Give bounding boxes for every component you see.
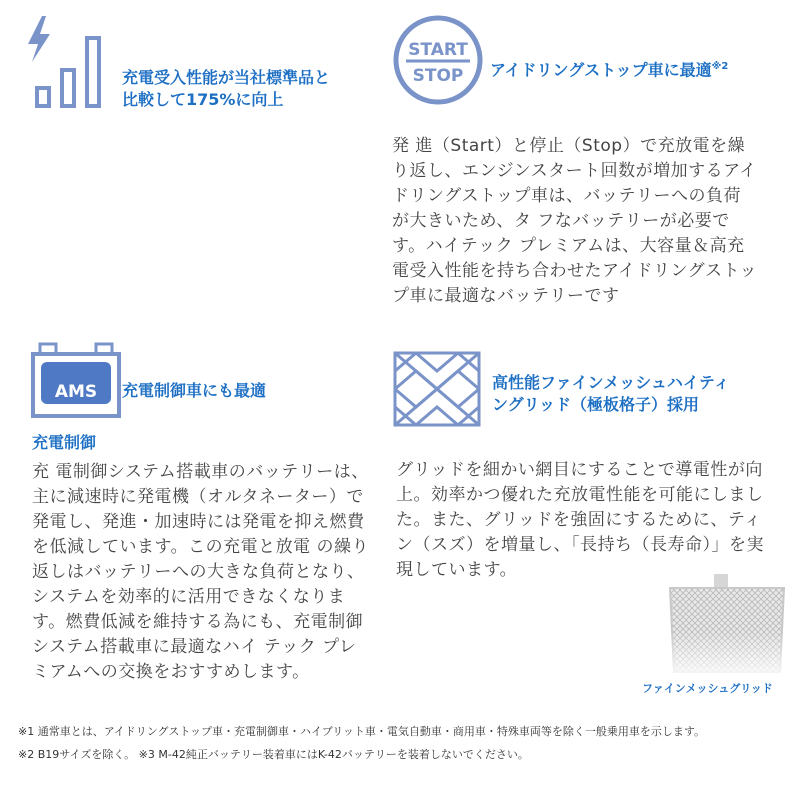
idling-title-note: ※2 bbox=[711, 61, 729, 72]
grid-section bbox=[392, 342, 792, 702]
ams-badge-text: AMS bbox=[54, 382, 98, 402]
charge-title-line2: 比較して175%に向上 bbox=[122, 90, 284, 109]
fine-mesh-grid-image bbox=[662, 572, 792, 692]
grid-mesh-icon bbox=[392, 350, 482, 428]
start-badge-text: START bbox=[408, 40, 468, 60]
grid-caption: ファインメッシュグリッド bbox=[642, 682, 773, 695]
idling-section bbox=[392, 14, 792, 306]
charge-bars-icon bbox=[22, 14, 117, 109]
idling-body: 発 進（Start）と停止（Stop）で充放電を繰り返し、エンジンスタート回数が増加するアイドリングストップ車は、バッテリーへの負荷が大きいため、タ フなバッテリーが必要です。ハイテック プレミアムは、大容量＆高充電受入性能を持ち合わせたアイドリングストップ車に最適なバッテリーです bbox=[392, 136, 757, 306]
grid-body: グリッドを細かい網目にすることで導電性が向上。効率かつ優れた充放電性能を可能にしました。また、グリッドを強固にするために、ティン（スズ）を増量し、「長持ち（長寿命）」を実現しています。 bbox=[396, 460, 764, 580]
stop-badge-text: STOP bbox=[412, 66, 464, 86]
idling-title-text: アイドリングストップ車に最適 bbox=[490, 60, 712, 80]
idling-title bbox=[490, 56, 728, 81]
grid-title-line2: ングリッド（極板格子）採用 bbox=[492, 395, 700, 414]
ams-body: 充 電制御システム搭載車のバッテリーは、主に減速時に発電機（オルタネーター）で発電し、発進・加速時には発電を抑え燃費を低減しています。この充電と放電 の繰り返しはバッテリーへの大きな負荷となり、システムを効率的に活用できなくなります。燃費低減を維持する為にも、充電制御システム搭載車に最適なハイ テック プレミアムへの交換をおすすめします。 bbox=[32, 462, 370, 682]
ams-section bbox=[22, 342, 372, 692]
charge-section bbox=[22, 14, 362, 114]
charge-title-line1: 充電受入性能が当社標準品と bbox=[122, 68, 331, 87]
footnote-1: ※1 通常車とは、アイドリングストップ車・充電制御車・ハイブリット車・電気自動車・商用車・特殊車両等を除く一般乗用車を示します。 bbox=[18, 725, 705, 738]
grid-title-line1: 高性能ファインメッシュハイティ bbox=[492, 373, 730, 392]
ams-label: 充電制御 bbox=[32, 433, 97, 452]
battery-icon bbox=[30, 342, 122, 420]
start-stop-icon bbox=[392, 14, 484, 106]
ams-title: 充電制御車にも最適 bbox=[122, 381, 267, 400]
footnote-2: ※2 B19サイズを除く。 ※3 M-42純正バッテリー装着車にはK-42バッテリーを装着しないでください。 bbox=[18, 748, 529, 761]
